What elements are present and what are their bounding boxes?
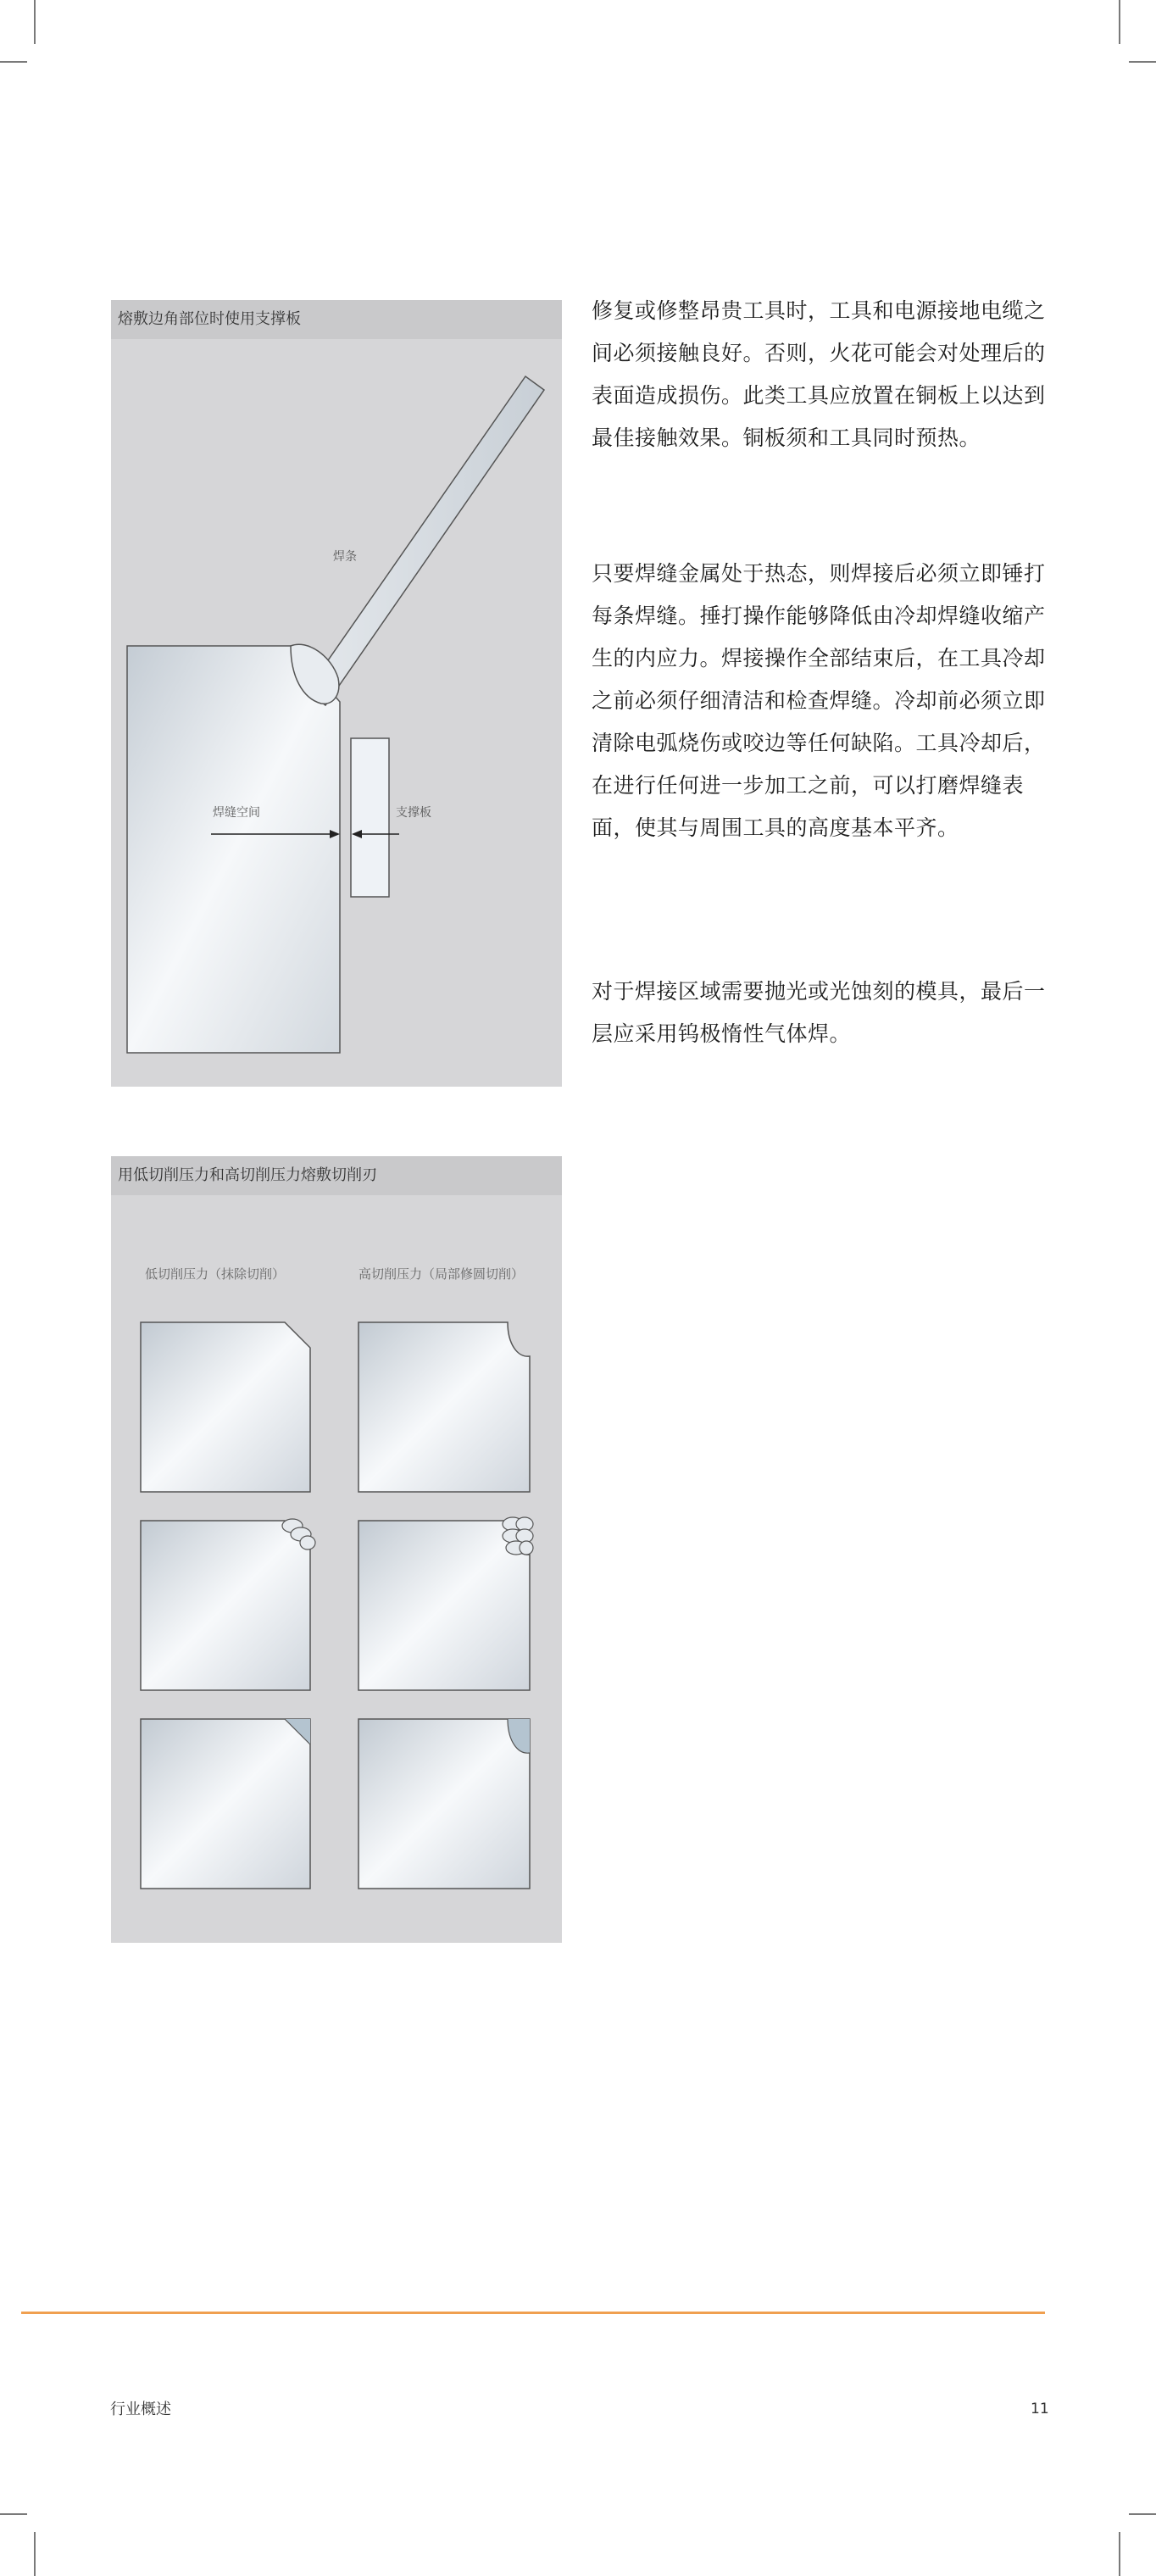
- high-pressure-block-welded: [358, 1521, 530, 1690]
- figure-title: 用低切削压力和高切削压力熔敷切削刃: [111, 1156, 562, 1195]
- support-plate: [351, 738, 389, 897]
- support-plate-diagram: [111, 300, 562, 1087]
- welding-rod: [307, 376, 544, 705]
- high-pressure-block-prepared: [358, 1322, 530, 1492]
- crop-mark: [34, 2532, 36, 2576]
- rod-label: 焊条: [333, 550, 357, 564]
- page-number: 11: [1031, 2401, 1049, 2417]
- footer-rule: [21, 2312, 1045, 2314]
- paragraph: 对于焊接区域需要抛光或光蚀刻的模具，最后一层应采用钨极惰性气体焊。: [592, 979, 1046, 1046]
- support-plate-label: 支撑板: [396, 806, 431, 820]
- cutting-edge-diagram: [111, 1156, 562, 1943]
- crop-mark: [1119, 0, 1120, 44]
- crop-mark: [1129, 2513, 1156, 2515]
- low-pressure-block-prepared: [141, 1322, 310, 1492]
- support-plate-figure: [111, 300, 562, 1087]
- crop-mark: [0, 2513, 27, 2515]
- crop-mark: [1119, 2532, 1120, 2576]
- high-pressure-heading: 高切削压力（局部修圆切削）: [358, 1266, 525, 1282]
- figure-title: 熔敷边角部位时使用支撑板: [111, 300, 562, 339]
- crop-mark: [34, 0, 36, 44]
- section-name: 行业概述: [110, 2401, 171, 2418]
- crop-mark: [1129, 61, 1156, 63]
- gap-label: 焊缝空间: [213, 806, 260, 820]
- cutting-edge-figure: [111, 1156, 562, 1943]
- workpiece-block: [127, 646, 340, 1053]
- high-pressure-block-finished: [358, 1719, 530, 1889]
- low-pressure-block-finished: [141, 1719, 310, 1889]
- paragraph: 只要焊缝金属处于热态，则焊接后必须立即锤打每条焊缝。捶打操作能够降低由冷却焊缝收缩产生的内应力。焊接操作全部结束后，在工具冷却之前必须仔细清洁和检查焊缝。冷却前必须立即清除电弧烧伤或咬边等任何缺陷。工具冷却后，在进行任何进一步加工之前，可以打磨焊缝表面，使其与周围工具的高度基本平齐。: [592, 561, 1046, 840]
- crop-mark: [0, 61, 27, 63]
- low-pressure-heading: 低切削压力（抹除切削）: [145, 1266, 286, 1282]
- low-pressure-block-welded: [141, 1521, 310, 1690]
- weld-layers-high: [503, 1517, 533, 1555]
- paragraph: 修复或修整昂贵工具时，工具和电源接地电缆之间必须接触良好。否则，火花可能会对处理后的表面造成损伤。此类工具应放置在铜板上以达到最佳接触效果。铜板须和工具同时预热。: [592, 298, 1046, 450]
